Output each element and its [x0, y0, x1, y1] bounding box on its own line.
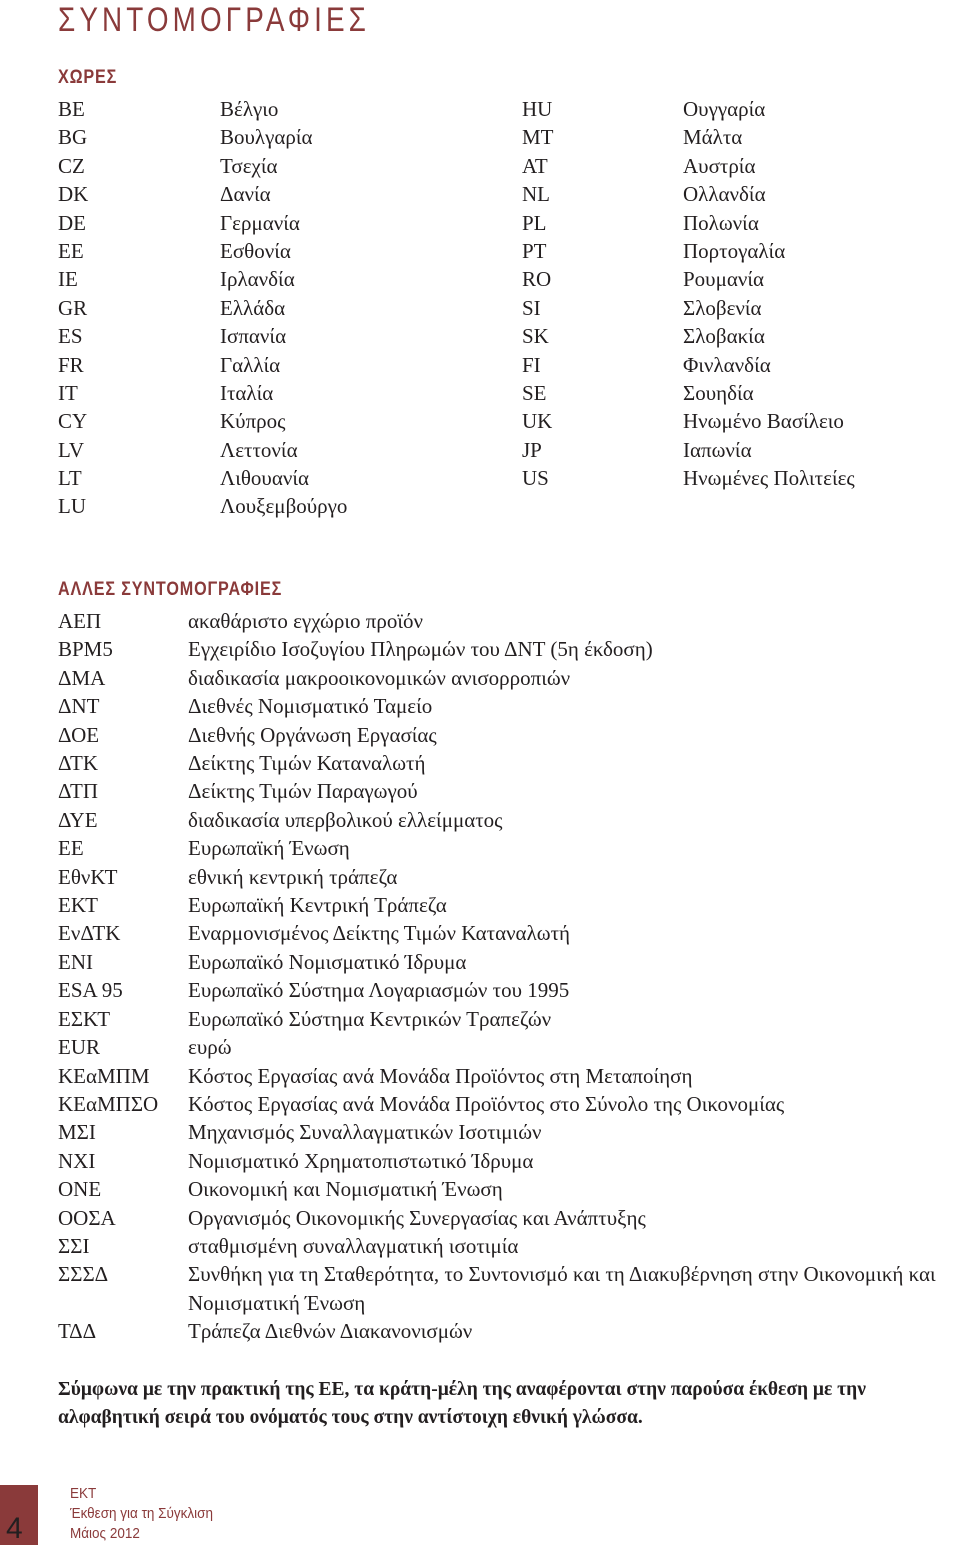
abbreviation-row [58, 976, 960, 1004]
country-code: AT [522, 153, 548, 178]
country-code: IE [58, 267, 78, 292]
abbreviation-row [58, 1204, 960, 1232]
country-name: Ηνωμένο Βασίλειο [683, 409, 844, 434]
country-code: CZ [58, 153, 85, 178]
country-code: FI [522, 352, 541, 377]
abbreviation-row [58, 1175, 960, 1203]
abbreviation-definition: Διεθνής Οργάνωση Εργασίας [188, 722, 437, 747]
country-code: PL [522, 210, 547, 235]
abbreviation-definition: Εγχειρίδιο Ισοζυγίου Πληρωμών του ΔΝΤ (5η έκδοση) [188, 637, 653, 662]
country-code: GR [58, 295, 88, 320]
abbreviation-row [58, 1232, 960, 1260]
abbreviation-row [58, 1260, 960, 1317]
country-name: Λιθουανία [220, 466, 309, 491]
country-code: SI [522, 295, 541, 320]
country-code: NL [522, 182, 550, 207]
abbreviation-definition: Δείκτης Τιμών Παραγωγού [188, 779, 418, 804]
abbreviation-row [58, 1090, 960, 1118]
abbreviation-row [58, 721, 960, 749]
country-name: Ελλάδα [220, 295, 286, 320]
abbreviation-definition: Ευρωπαϊκή Ένωση [188, 836, 350, 861]
country-code: US [522, 466, 549, 491]
country-code: LU [58, 494, 86, 519]
abbreviation-row [58, 692, 960, 720]
abbreviation-row [58, 777, 960, 805]
abbreviation-code: ΚΕαΜΠΣΟ [58, 1091, 159, 1116]
country-code: SE [522, 380, 547, 405]
country-code: JP [522, 437, 542, 462]
country-name: Βέλγιο [220, 97, 279, 121]
countries-heading: ΧΩΡΕΣ [58, 67, 118, 88]
abbreviation-code: BPM5 [58, 637, 113, 662]
abbreviation-definition: Κόστος Εργασίας ανά Μονάδα Προϊόντος στο Σύνολο της Οικονομίας [188, 1091, 785, 1116]
abbreviation-code: ΤΔΔ [58, 1319, 97, 1344]
country-code: FR [58, 352, 84, 377]
country-name: Λουξεμβούργο [220, 494, 348, 519]
abbreviation-row [58, 1118, 960, 1146]
country-code: RO [522, 267, 552, 292]
country-name: Ολλανδία [683, 182, 766, 207]
abbreviation-code: ΚΕαΜΠΜ [58, 1063, 150, 1088]
abbreviation-definition: Τράπεζα Διεθνών Διακανονισμών [188, 1319, 473, 1344]
abbreviation-code: ΜΣΙ [58, 1120, 96, 1145]
countries-table [58, 95, 958, 525]
country-name: Γερμανία [220, 210, 300, 235]
country-name: Κύπρος [220, 409, 286, 434]
abbreviation-row [58, 919, 960, 947]
abbreviation-definition: σταθμισμένη συναλλαγματική ισοτιμία [188, 1233, 519, 1258]
country-name: Ισπανία [220, 324, 287, 349]
abbreviation-code: ΔΤΚ [58, 751, 99, 776]
country-name: Φινλανδία [683, 352, 771, 377]
abbreviation-code: ΑΕΠ [58, 609, 102, 633]
footer-publication [70, 1484, 213, 1544]
abbreviation-row [58, 607, 960, 635]
country-name: Ιαπωνία [683, 437, 752, 462]
abbreviation-row [58, 948, 960, 976]
footer-publisher: ΕΚΤ [70, 1485, 97, 1502]
country-code: CY [58, 409, 88, 434]
country-name: Λεττονία [220, 437, 298, 462]
country-code: PT [522, 238, 547, 263]
abbreviation-code: ΔΝΤ [58, 694, 100, 719]
abbreviation-code: ΣΣΙ [58, 1233, 90, 1258]
abbreviation-definition: Εναρμονισμένος Δείκτης Τιμών Καταναλωτή [188, 921, 570, 946]
page-title: ΣΥΝΤΟΜΟΓΡΑΦΙΕΣ [58, 1, 370, 39]
abbreviation-definition: Διεθνές Νομισματικό Ταμείο [188, 694, 433, 719]
abbreviation-definition: ακαθάριστο εγχώριο προϊόν [188, 609, 423, 633]
country-name: Σλοβακία [683, 324, 765, 349]
country-code: UK [522, 409, 553, 434]
abbreviation-row [58, 1033, 960, 1061]
abbreviation-definition: διαδικασία υπερβολικού ελλείμματος [188, 807, 503, 832]
abbreviation-definition: Μηχανισμός Συναλλαγματικών Ισοτιμιών [188, 1120, 542, 1145]
abbreviation-code: ΟΟΣΑ [58, 1205, 116, 1230]
abbreviation-code: ΕΚΤ [58, 893, 98, 918]
country-code: MT [522, 125, 554, 150]
country-name: Γαλλία [220, 352, 281, 377]
abbreviation-code: ΕνΔΤΚ [58, 921, 121, 946]
country-name: Βουλγαρία [220, 125, 313, 150]
country-name: Ρουμανία [683, 267, 764, 292]
abbreviation-row [58, 635, 960, 663]
country-name: Πορτογαλία [683, 238, 786, 263]
country-code: BG [58, 125, 88, 150]
country-name: Σουηδία [683, 380, 754, 405]
country-code: EE [58, 238, 84, 263]
country-name: Ιταλία [220, 380, 274, 405]
country-name: Τσεχία [220, 153, 278, 178]
country-name: Ουγγαρία [683, 97, 766, 121]
country-name: Ηνωμένες Πολιτείες [683, 466, 855, 491]
abbreviation-definition: Ευρωπαϊκή Κεντρική Τράπεζα [188, 893, 447, 918]
abbreviation-definition: Οικονομική και Νομισματική Ένωση [188, 1177, 503, 1202]
abbreviation-code: ΣΣΣΔ [58, 1262, 109, 1287]
abbreviation-code: ΔΟΕ [58, 722, 100, 747]
abbreviation-row [58, 863, 960, 891]
abbreviation-definition: ευρώ [188, 1035, 232, 1060]
country-code: SK [522, 324, 549, 349]
page-number: 4 [6, 1512, 23, 1545]
abbreviation-definition: Δείκτης Τιμών Καταναλωτή [188, 751, 426, 776]
abbreviation-row [58, 1062, 960, 1090]
abbreviation-definition: εθνική κεντρική τράπεζα [188, 864, 398, 889]
abbreviation-definition: Ευρωπαϊκό Σύστημα Λογαριασμών του 1995 [188, 978, 570, 1003]
abbreviation-definition: Οργανισμός Οικονομικής Συνεργασίας και Ανάπτυξης [188, 1205, 646, 1230]
abbreviation-code: ΕΣΚΤ [58, 1006, 111, 1031]
abbreviation-definition: διαδικασία μακροοικονομικών ανισορροπιών [188, 665, 571, 690]
country-name: Δανία [220, 182, 271, 207]
abbreviation-row [58, 806, 960, 834]
abbreviation-definition: Νομισματικό Χρηματοπιστωτικό Ίδρυμα [188, 1148, 534, 1173]
country-code: DE [58, 210, 86, 235]
country-name: Εσθονία [220, 238, 291, 263]
ordering-note: Σύμφωνα με την πρακτική της ΕΕ, τα κράτη-μέλη της αναφέρονται στην παρούσα έκθεση με την αλφαβητική σειρά του ονόματός τους στην αντίστοιχη εθνική γλώσσα. [58, 1379, 866, 1428]
abbreviation-row [58, 749, 960, 777]
abbreviation-row [58, 834, 960, 862]
right-codes-column [522, 95, 554, 492]
abbreviation-code: EUR [58, 1035, 100, 1060]
abbreviation-definition: Ευρωπαϊκό Σύστημα Κεντρικών Τραπεζών [188, 1006, 552, 1031]
abbreviation-code: ΔΜΑ [58, 665, 106, 690]
country-name: Ιρλανδία [220, 267, 295, 292]
footer-report-title: Έκθεση για τη Σύγκλιση [70, 1505, 214, 1522]
country-code: IT [58, 380, 78, 405]
country-code: LT [58, 466, 82, 491]
abbreviation-code: ΟΝΕ [58, 1177, 102, 1202]
abbreviation-code: ΕθνΚΤ [58, 864, 118, 889]
abbreviation-row [58, 664, 960, 692]
left-names-column [220, 95, 347, 521]
left-codes-column [58, 95, 88, 521]
country-code: DK [58, 182, 89, 207]
abbreviation-row [58, 1147, 960, 1175]
other-abbreviations-heading: ΑΛΛΕΣ ΣΥΝΤΟΜΟΓΡΑΦΙΕΣ [58, 579, 283, 600]
abbreviation-code: ΕΕ [58, 836, 84, 861]
abbreviation-row [58, 1317, 960, 1345]
abbreviation-definition: Ευρωπαϊκό Νομισματικό Ίδρυμα [188, 949, 467, 974]
country-name: Πολωνία [683, 210, 759, 235]
abbreviation-code: ΕΝΙ [58, 949, 93, 974]
country-name: Μάλτα [683, 125, 743, 150]
country-name: Αυστρία [683, 153, 756, 178]
abbreviations-list [58, 607, 960, 1346]
abbreviation-definition: Κόστος Εργασίας ανά Μονάδα Προϊόντος στη Μεταποίηση [188, 1063, 693, 1088]
country-code: ES [58, 324, 83, 349]
abbreviation-definition: Συνθήκη για τη Σταθερότητα, το Συντονισμό και τη Διακυβέρνηση στην Οικονομική και Νομισματική Ένωση [188, 1262, 936, 1315]
footer-date: Μάιος 2012 [70, 1525, 140, 1542]
right-names-column [683, 95, 855, 492]
abbreviation-code: ΔΥΕ [58, 807, 98, 832]
abbreviation-code: ΝΧΙ [58, 1148, 96, 1173]
abbreviation-code: ESA 95 [58, 978, 123, 1003]
country-code: BE [58, 97, 85, 121]
country-code: HU [522, 97, 553, 121]
abbreviation-code: ΔΤΠ [58, 779, 99, 804]
country-code: LV [58, 437, 85, 462]
abbreviation-row [58, 891, 960, 919]
country-name: Σλοβενία [683, 295, 762, 320]
abbreviation-row [58, 1005, 960, 1033]
